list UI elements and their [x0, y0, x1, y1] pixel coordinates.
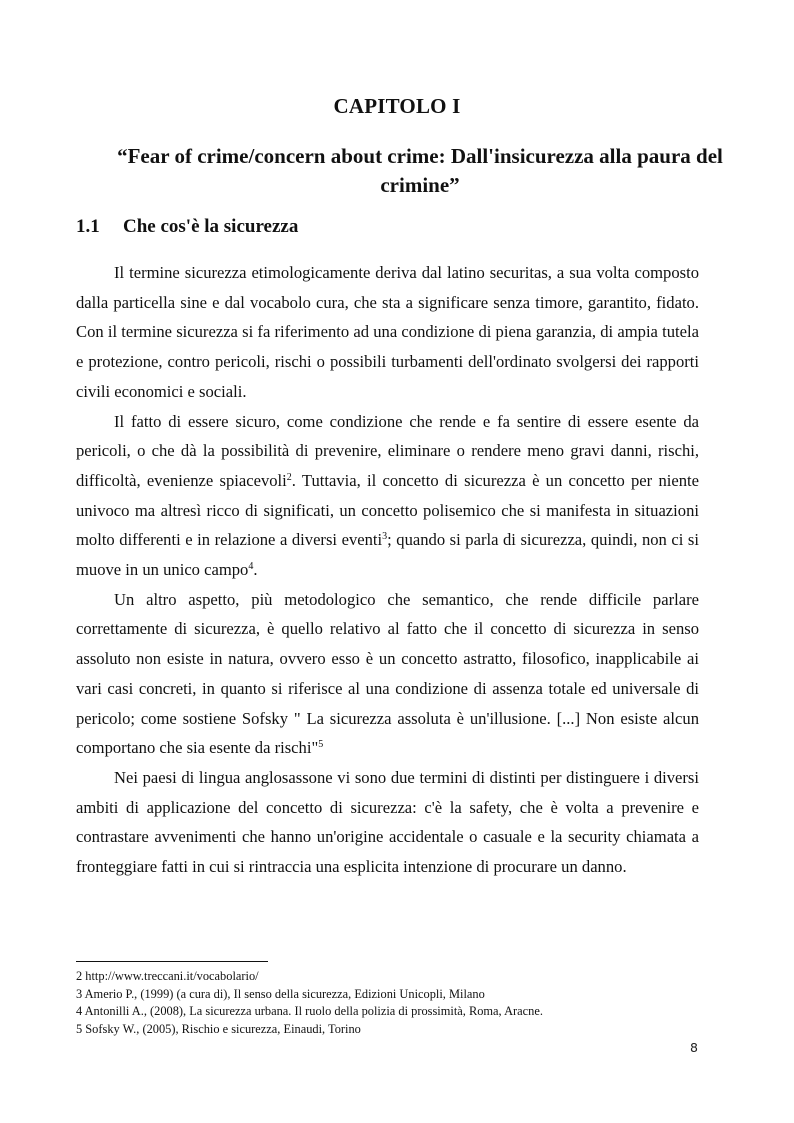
page-number: 8 [690, 1040, 698, 1055]
paragraph-2 [76, 407, 699, 585]
body-text [76, 258, 699, 882]
footnote-ref-5: 5 [318, 739, 324, 751]
chapter-heading: CAPITOLO I [333, 94, 461, 118]
paragraph-2-text-b: . Tuttavia, il concetto di sicurezza è un concetto per niente univoco ma altresì ricco di significati, un concetto polisemico che si manifesta in situazioni molto differenti e in relazione a diversi eventi [76, 470, 699, 550]
paragraph-3 [76, 585, 699, 763]
paragraph-2-text-d: . [253, 560, 258, 580]
footnote-ref-4: 4 [248, 561, 254, 573]
chapter-title: “Fear of crime/concern about crime: Dall'insicurezza alla paura del crimine” [117, 144, 723, 197]
paragraph-2-text-a: Il fatto di essere sicuro, come condizione che rende e fa sentire di essere esente da pericoli, o che dà la possibilità di prevenire, eliminare o rendere meno gravi danni, rischi, difficoltà, evenienze spiacevoli [76, 411, 699, 490]
paragraph-1: Il termine sicurezza etimologicamente deriva dal latino securitas, a sua volta composto dalla particella sine e dal vocabolo cura, che sta a significare senza timore, garantito, fidato. Con il termine sicurezza si fa riferimento ad una condizione di piena garanzia, di ampia tutela e protezione, contro pericoli, rischi o possibili turbamenti dell'ordinato svolgersi dei rapporti civili economici e sociali. [76, 263, 699, 401]
footnote-3: 3 Amerio P., (1999) (a cura di), Il senso della sicurezza, Edizioni Unicopli, Milano [76, 986, 485, 1001]
footnote-5: 5 Sofsky W., (2005), Rischio e sicurezza, Einaudi, Torino [76, 1021, 361, 1036]
footnote-ref-3: 3 [382, 531, 388, 543]
section-title: Che cos'è la sicurezza [123, 216, 299, 237]
section-number: 1.1 [76, 216, 100, 237]
footnote-ref-2: 2 [286, 471, 292, 483]
section-heading [76, 216, 298, 238]
footnotes [76, 968, 716, 1038]
footnote-4: 4 Antonilli A., (2008), La sicurezza urbana. Il ruolo della polizia di prossimità, Roma, Aracne. [76, 1004, 543, 1019]
paragraph-3-text: Un altro aspetto, più metodologico che semantico, che rende difficile parlare correttamente di sicurezza, è quello relativo al fatto che il concetto di sicurezza in senso assoluto non esiste in natura, ovvero esso è un concetto astratto, filosofico, inapplicabile ai vari casi concreti, in quanto si riferisce al una condizione di assenza totale ed universale di pericolo; come sostiene Sofsky " La sicurezza assoluta è un'illusione. [...] Non esiste alcun comportano che sia esente da rischi" [76, 589, 699, 758]
paragraph-4: Nei paesi di lingua anglosassone vi sono due termini di distinti per distinguere i diversi ambiti di applicazione del concetto di sicurezza: c'è la safety, che è volta a prevenire e contrastare avvenimenti che hanno un'origine accidentale o casuale e la security chiamata a fronteggiare fatti in cui si rintraccia una esplicita intenzione di procurare un danno. [76, 767, 699, 877]
footnote-2: 2 http://www.treccani.it/vocabolario/ [76, 969, 259, 983]
footnote-separator [76, 961, 268, 962]
paragraph-2-text-c: ; quando si parla di sicurezza, quindi, non ci si muove in un unico campo [76, 530, 699, 580]
